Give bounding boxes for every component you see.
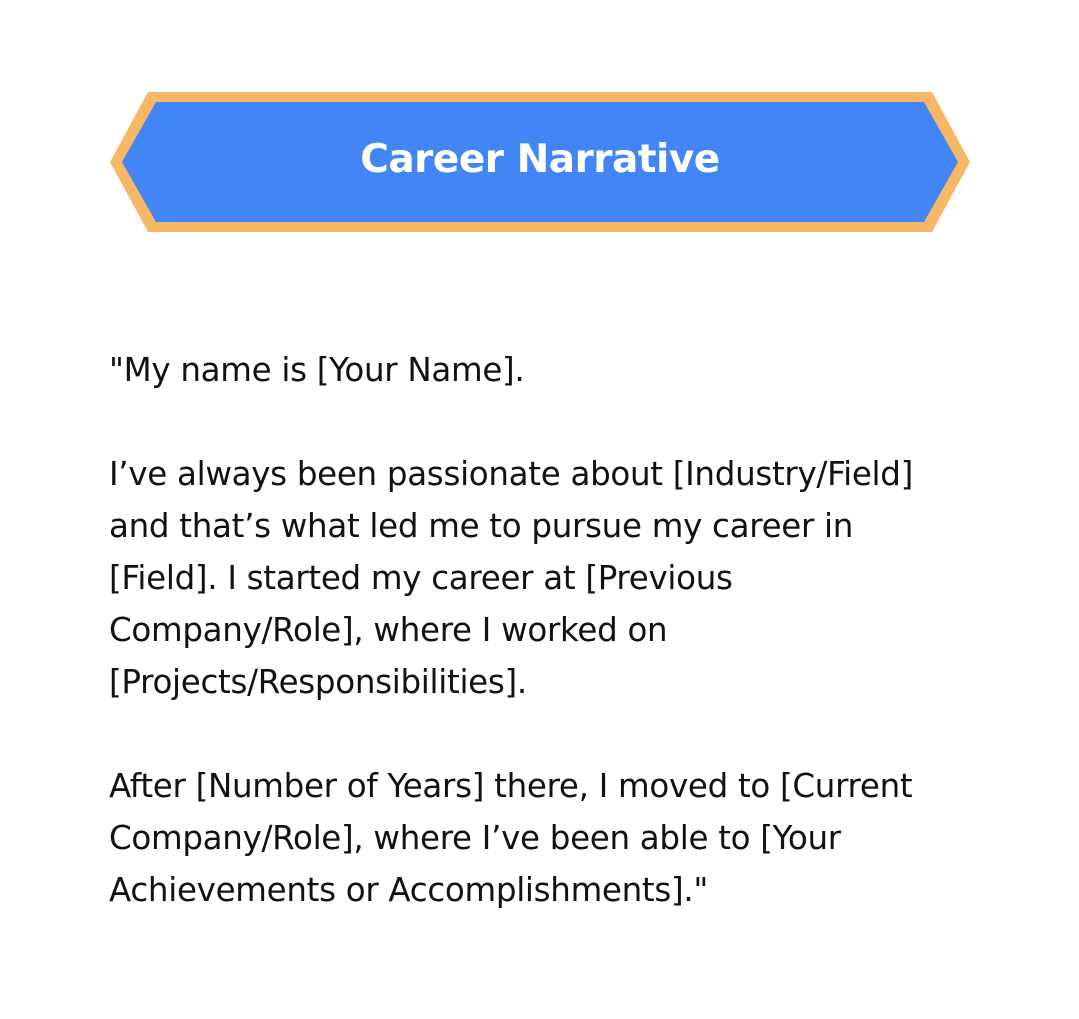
paragraph-current-role: After [Number of Years] there, I moved to [Current Company/Role], where I’ve been able to [Your Achievements or Accomplishments]." [109, 767, 913, 909]
paragraph-name: "My name is [Your Name]. [109, 351, 525, 389]
narrative-text [109, 344, 969, 916]
title-banner [108, 90, 972, 234]
paragraph-career-start: I’ve always been passionate about [Industry/Field] and that’s what led me to pursue my career in [Field]. I started my career at [Previous Company/Role], where I worked on [Projects/Responsibilities]. [109, 455, 913, 701]
page-title: Career Narrative [360, 137, 720, 182]
